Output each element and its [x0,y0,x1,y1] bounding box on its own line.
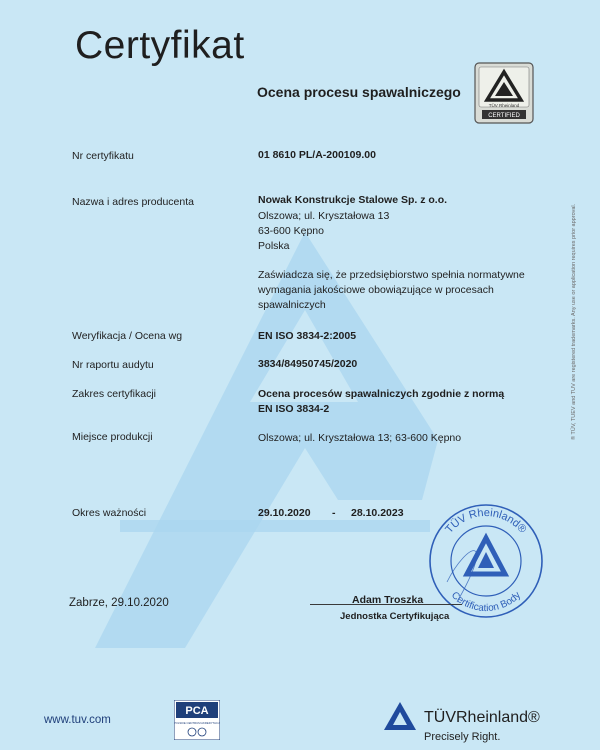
statement-line1: Zaświadcza się, że przedsiębiorstwo spełnia normatywne [258,269,525,281]
validity-separator: - [332,507,336,519]
audit-report-label: Nr raportu audytu [72,359,154,371]
validity-from: 29.10.2020 [258,507,311,519]
audit-report-value: 3834/84950745/2020 [258,358,358,370]
place-date: Zabrze, 29.10.2020 [69,597,169,609]
validity-to: 28.10.2023 [351,507,404,519]
pca-text: PCA [185,705,209,717]
verification-value: EN ISO 3834-2:2005 [258,330,357,342]
certified-seal-icon [474,62,534,124]
signatory-name: Adam Troszka [352,594,424,606]
brand-tagline: Precisely Right. [424,731,501,743]
verification-label: Weryfikacja / Ocena wg [72,330,183,342]
tuv-rheinland-logo-icon [384,700,564,744]
certificate-number-label: Nr certyfikatu [72,150,134,162]
trademark-note: ® TÜV, TUEV and TUV are registered trademarks. Any use or application requires prior approval. [571,203,577,440]
producer-address-line1: Olszowa; ul. Kryształowa 13 [258,210,390,222]
pca-subtext: POLSKIE CENTRUM AKREDYTACJI [174,721,220,725]
producer-country: Polska [258,240,290,252]
seal-text: CERTIFIED [488,113,520,119]
producer-name: Nowak Konstrukcje Stalowe Sp. z o.o. [258,194,448,206]
footer-website-link[interactable]: www.tuv.com [44,714,111,726]
production-site-value: Olszowa; ul. Kryształowa 13; 63-600 Kępno [258,432,462,444]
validity-label: Okres ważności [72,507,147,519]
scope-value-line1: Ocena procesów spawalniczych zgodnie z normą [258,388,505,400]
page-title: Certyfikat [75,24,245,67]
stamp-bottom-text: Certification Body [448,589,524,615]
signatory-role: Jednostka Certyfikująca [340,611,450,622]
brand-name: TÜVRheinland® [424,709,540,726]
scope-value-line2: EN ISO 3834-2 [258,403,330,415]
svg-text:TÜV Rheinland® [443,507,528,536]
certificate-number-value: 01 8610 PL/A-200109.00 [258,149,376,161]
statement-line2: wymagania jakościowe obowiązujące w procesach [258,284,494,296]
producer-address-line2: 63-600 Kępno [258,225,324,237]
production-site-label: Miejsce produkcji [72,431,153,443]
statement-line3: spawalniczych [258,299,326,311]
producer-label: Nazwa i adres producenta [72,196,194,208]
seal-brand: TÜV Rheinland [488,103,520,108]
certification-body-stamp-icon [427,502,545,620]
scope-label: Zakres certyfikacji [72,388,157,400]
certificate-subtitle: Ocena procesu spawalniczego [257,84,461,100]
pca-accreditation-logo-icon [174,700,220,740]
stamp-top-text: TÜV Rheinland® [443,506,529,536]
